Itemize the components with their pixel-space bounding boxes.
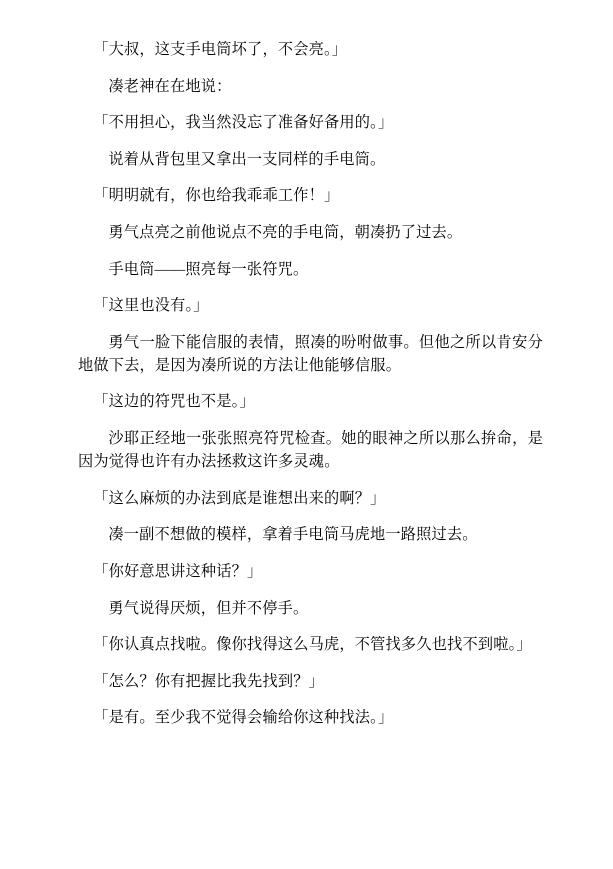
paragraph: 说着从背包里又拿出一支同样的手电筒。 (108, 150, 386, 168)
paragraph: 「大叔，这支手电筒坏了，不会亮。」 (93, 41, 348, 58)
document-body (78, 38, 543, 729)
paragraph: 勇气一脸下能信服的表情，照凑的吩咐做事。但他之所以肯安分地做下去，是因为凑所说的方法让他能够信服。 (78, 333, 543, 374)
paragraph: 「怎么？你有把握比我先找到？」 (93, 672, 324, 690)
paragraph: 勇气说得厌烦，但并不停手。 (108, 599, 309, 617)
paragraph: 勇气点亮之前他说点不亮的手电筒，朝凑扔了过去。 (108, 223, 463, 241)
paragraph: 「是有。至少我不觉得会输给你这种找法。」 (93, 709, 394, 727)
paragraph: 「这里也没有。」 (93, 297, 209, 315)
paragraph: 手电筒――照亮每一张符咒。 (108, 260, 309, 278)
paragraph: 「不用担心，我当然没忘了准备好备用的。」 (93, 114, 394, 132)
paragraph: 「你好意思讲这种话？」 (93, 562, 263, 580)
paragraph: 「这边的符咒也不是。」 (93, 393, 255, 411)
paragraph: 「明明就有，你也给我乖乖工作！」 (93, 187, 340, 205)
paragraph: 凑老神在在地说： (108, 77, 232, 95)
paragraph: 沙耶正经地一张张照亮符咒检查。她的眼神之所以那么拚命，是因为觉得也许有办法拯救这许多灵魂。 (78, 430, 543, 471)
paragraph: 凑一副不想做的模样，拿着手电筒马虎地一路照过去。 (108, 526, 478, 544)
paragraph: 「这么麻烦的办法到底是谁想出来的啊？」 (93, 489, 386, 507)
paragraph: 「你认真点找啦。像你找得这么马虎，不管找多久也找不到啦。」 (93, 636, 532, 654)
